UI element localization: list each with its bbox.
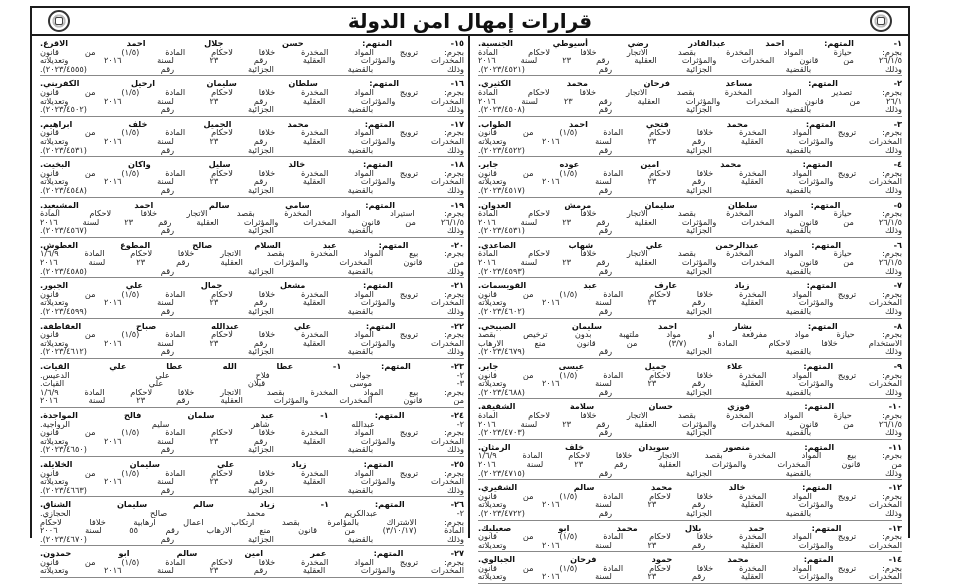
entry-text-line: بجرم: حيازة مواد مفرقعة او مواد ملتهبة بدون ترخيص بقصد — [478, 329, 902, 340]
decision-entry — [478, 39, 902, 76]
decision-entry — [40, 79, 464, 116]
entry-defendant: ١٧- المتهم: محمد الجميل خلف ابراهيم. — [40, 118, 464, 129]
decision-entry — [40, 322, 464, 359]
entry-text-line: بجرم: بيع المواد المخدرة بقصد الاتجار خلافا لاحكام المادة ١/٦/٩ — [40, 386, 464, 397]
entry-text-line: المخدرات والمؤثرات العقلية رقم ٢٣ لسنة ٢٠١٦ وتعديلاته — [478, 378, 902, 389]
entry-defendant: ٥- المتهم: سلطان سليمان مرمش العدوان. — [478, 199, 902, 210]
entry-text-line: بجرم: بيع المواد المخدرة بقصد الاتجار خلافا لاحكام المادة ١/٦/٩ — [40, 248, 464, 259]
entry-defendant: ١٤- المتهم: محمد حمود فرحان الجبالوي. — [478, 554, 902, 565]
decision-entry — [40, 500, 464, 546]
entry-text-line: المخدرات والمؤثرات العقلية رقم ٢٣ لسنة ٢٠١٦ وتعديلاته — [40, 565, 464, 576]
entry-text-line: المخدرات والمؤثرات العقلية رقم ٢٣ لسنة ٢٠١٦ وتعديلاته — [40, 337, 464, 348]
entry-defendant: ٩- المتهم: علاء جميل عيسى جابر. — [478, 361, 902, 371]
decision-entry — [40, 411, 464, 457]
entry-text-line: وذلك بالقضية الجزائية رقم (٢٠٢٣/٤٥٩٩). — [40, 306, 464, 317]
entry-text-line: وذلك بالقضية الجزائية رقم (٢٠٢٣/٤٦٨٨). — [478, 386, 902, 397]
entry-text-line: بجرم: حيازة المواد المخدرة بقصد الاتجار خلافا لاحكام المادة — [478, 208, 902, 219]
entry-defendant: ٣- المتهم: محمد فتحي احمد الطواب. — [478, 118, 902, 129]
decision-entry — [40, 362, 464, 408]
entry-defendant: ١٥- المتهم: حسن جلال احمد الاقرع. — [40, 38, 464, 48]
entry-text-line: وذلك بالقضية الجزائية رقم (٢٠٢٣/٤٥٤٨). — [40, 184, 464, 195]
decision-entry — [478, 322, 902, 359]
entry-text-line: المخدرات والمؤثرات العقلية رقم ٢٣ لسنة ٢٠١٦ وتعديلاته — [40, 435, 464, 446]
entry-text-line: وذلك بالقضية الجزائية رقم (٢٠٢٣/٤٧٢٢). — [478, 507, 902, 518]
decision-entry — [478, 362, 902, 399]
newspaper-page — [20, 0, 928, 582]
entry-text-line: ٢- عبدالكريم محمد صالح الحجازي. — [40, 507, 464, 518]
entry-text-line: بجرم: حيازة المواد المخدرة بقصد الاتجار خلافا لاحكام المادة — [478, 248, 902, 259]
decision-entry — [40, 460, 464, 497]
entry-text-line: من قانون المخدرات والمؤثرات العقلية رقم ٢٣ لسنة ٢٠١٦ — [478, 458, 902, 469]
entry-text-line: المخدرات والمؤثرات العقلية رقم ٢٣ لسنة ٢٠١٦ وتعديلاته — [478, 539, 902, 550]
entry-text-line: وذلك بالقضية الجزائية رقم (٢٠٢٣/٤٦١٢). — [40, 346, 464, 357]
entry-text-line: وذلك بالقضية الجزائية رقم (٢٠٢٣/٤٥٦٧). — [40, 225, 464, 236]
entry-text-line: وذلك بالقضية الجزائية رقم (٢٠٢٣/٤٥٣١). — [40, 144, 464, 155]
entry-defendant: ٧- المتهم: زياد عارف عبد القويسمات. — [478, 280, 902, 291]
entry-text-line: المخدرات والمؤثرات العقلية رقم ٢٣ لسنة ٢٠١٦ وتعديلاته — [478, 135, 902, 146]
entry-text-line: بجرم: ترويج المواد المخدرة خلافا لاحكام المادة (١/٥) من قانون — [478, 167, 902, 178]
entry-text-line: بجرم: ترويج المواد المخدرة خلافا لاحكام المادة (١/٥) من قانون — [40, 167, 464, 178]
decision-entry — [478, 120, 902, 157]
entry-defendant: ٢١- المتهم: مشعل جمال علي الجبور. — [40, 280, 464, 291]
decision-entry — [478, 281, 902, 318]
decision-entry — [478, 79, 902, 116]
decision-entry — [478, 160, 902, 197]
entry-defendant: ١٠- المتهم: فوزي حسان سلامة الشقيفة. — [478, 401, 902, 412]
entry-defendant: ٢٦- المتهم: ١- زياد سالم سليمان الشناق. — [40, 499, 464, 510]
page-header — [32, 8, 908, 36]
entry-text-line: وذلك بالقضية الجزائية رقم (٢٠٢٣/٤٦٦٣). — [40, 484, 464, 495]
decision-entry — [40, 120, 464, 157]
entry-text-line: وذلك بالقضية الجزائية رقم (٢٠٢٣/٤٧١٥). — [478, 467, 902, 478]
entry-text-line: بجرم: ترويج المواد المخدرة خلافا لاحكام المادة (١/٥) من قانون — [478, 288, 902, 299]
entry-defendant: ١٦- المتهم: سلطان سليمان ارحيل الكفريني. — [40, 78, 464, 89]
entry-defendant: ٢٧- المتهم: عمر امين سالم ابو حمدون. — [40, 548, 464, 559]
entry-text-line: وذلك بالقضية الجزائية رقم (٢٠٢٣/٤٥٨٥). — [40, 265, 464, 276]
decision-entry — [40, 281, 464, 318]
entry-text-line: بجرم: ترويج المواد المخدرة خلافا لاحكام المادة (١/٥) من قانون — [478, 531, 902, 542]
entry-text-line: وذلك بالقضية الجزائية رقم (٢٠٢٣/٤٥٠٢). — [40, 104, 464, 115]
emblem-seal-right-icon — [870, 10, 892, 32]
entry-text-line: بجرم: الاشتراك بالمؤامرة بقصد ارتكاب اعمال ارهابية خلافا لاحكام — [40, 516, 464, 527]
decision-entry — [478, 201, 902, 238]
entry-defendant: ٤- المتهم: محمد امين عوده جابر. — [478, 159, 902, 170]
entry-text-line: وذلك بالقضية الجزائية رقم (٢٠٢٣/٤٥٠٨). — [478, 104, 902, 115]
entry-defendant: ١٢- المتهم: خالد محمد سالم الشقيري. — [478, 482, 902, 493]
entry-text-line: المخدرات والمؤثرات العقلية رقم ٢٣ لسنة ٢٠١٦ وتعديلاته — [40, 176, 464, 187]
entry-defendant: ٢٣- المتهم: ١- عطا الله عطا علي القيات. — [40, 361, 464, 371]
entry-text-line: بجرم: ترويج المواد المخدرة خلافا لاحكام المادة (١/٥) من قانون — [40, 427, 464, 438]
entry-text-line: وذلك بالقضية الجزائية رقم (٢٠٢٣/٤٥٢١). — [478, 63, 902, 74]
entry-text-line: المخدرات والمؤثرات العقلية رقم ٢٣ لسنة ٢٠١٦ وتعديلاته — [40, 95, 464, 106]
entry-text-line: بجرم: ترويج المواد المخدرة خلافا لاحكام المادة (١/٥) من قانون — [478, 562, 902, 573]
entry-defendant: ١١- المتهم: منصور سويدان خلف الرمثان. — [478, 441, 902, 452]
right-column — [478, 38, 902, 582]
entry-defendant: ٦- المتهم: عبدالرحمن علي شهاب الصاعدي. — [478, 239, 902, 250]
entry-defendant: ١- المتهم: احمد عبدالقادر رضي أسيوطي الجنسية. — [478, 38, 902, 48]
left-column — [40, 38, 464, 576]
entry-text-line: بجرم: ترويج المواد المخدرة خلافا لاحكام المادة (١/٥) من قانون — [40, 288, 464, 299]
entry-text-line: المخدرات والمؤثرات العقلية رقم ٢٣ لسنة ٢٠١٦ وتعديلاته — [40, 55, 464, 66]
decision-entry — [478, 443, 902, 480]
entry-defendant: ٢- المتهم: مساعد فرحان محمد الكثيري. — [478, 78, 902, 89]
decision-entry — [40, 160, 464, 197]
entry-text-line: وذلك بالقضية الجزائية رقم (٢٠٢٣/٤٥٣١). — [478, 225, 902, 236]
decision-entry — [478, 483, 902, 520]
entry-text-line: وذلك بالقضية الجزائية رقم (٢٠٢٣/٤٥٩٣). — [478, 265, 902, 276]
entry-text-line: وذلك بالقضية الجزائية رقم (٢٠٢٣/٤٦٥٠). — [40, 444, 464, 455]
entry-text-line: بجرم: ترويج المواد المخدرة خلافا لاحكام المادة (١/٥) من قانون — [478, 127, 902, 138]
entry-text-line: وذلك بالقضية الجزائية رقم (٢٠٢٣/٤٥٢٢). — [478, 144, 902, 155]
entry-defendant: ١٩- المتهم: سامي سالم احمد المشيعيد. — [40, 199, 464, 210]
entry-text-line: بجرم: ترويج المواد المخدرة خلافا لاحكام المادة (١/٥) من قانون — [40, 467, 464, 478]
entry-text-line: بجرم: ترويج المواد المخدرة خلافا لاحكام المادة (١/٥) من قانون — [478, 490, 902, 501]
entry-text-line: بجرم: حيازة المواد المخدرة بقصد الاتجار خلافا لاحكام المادة — [478, 409, 902, 420]
decision-entry — [478, 524, 902, 553]
entry-text-line: ٣- موسى قبلان علي القيات. — [40, 378, 464, 389]
entry-text-line: ٢٦/١/٥ من قانون المخدرات والمؤثرات العقلية رقم ٢٣ لسنة ٢٠١٦ — [478, 418, 902, 429]
entry-text-line: ٢٦/١ من قانون المخدرات والمؤثرات العقلية رقم ٢٣ لسنة ٢٠١٦ — [478, 95, 902, 106]
column-divider — [468, 36, 470, 538]
entry-defendant: ٨- المتهم: بشار احمد سليمان الصبيحي. — [478, 320, 902, 331]
entry-text-line: بجرم: ترويج المواد المخدرة خلافا لاحكام المادة (١/٥) من قانون — [40, 127, 464, 138]
entry-text-line: وذلك بالقضية الجزائية رقم (٢٠٢٣/٤٧٠٣). — [478, 427, 902, 438]
entry-defendant: ١٨- المتهم: خالد سليل واكان البخيت. — [40, 159, 464, 170]
entry-text-line: بجرم: استيراد المواد المخدرة بقصد الاتجار خلافا لاحكام المادة — [40, 208, 464, 219]
entry-text-line: بجرم: ترويج المواد المخدرة خلافا لاحكام المادة (١/٥) من قانون — [40, 86, 464, 97]
entry-text-line: المخدرات والمؤثرات العقلية رقم ٢٣ لسنة ٢٠١٦ وتعديلاته — [478, 176, 902, 187]
entry-text-line: المادة (٣/١٠/١٧) من قانون منع الارهاب رقم ٥٥ لسنة ٢٠٠٦ — [40, 525, 464, 536]
entry-text-line: وذلك بالقضية الجزائية رقم (٢٠٢٣/٤٦٧٠). — [40, 533, 464, 544]
entry-text-line: ٢٦/١/٥ من قانون المخدرات والمؤثرات العقلية رقم ٢٣ لسنة ٢٠١٦ — [40, 216, 464, 227]
decision-entry — [40, 241, 464, 278]
entry-text-line: وذلك بالقضية الجزائية رقم (٢٠٢٣/٤٦٧٩). — [478, 346, 902, 357]
entry-text-line: الاستخدام خلافا لاحكام المادة (٣/٧) من قانون منع الارهاب — [478, 337, 902, 348]
entry-text-line: ٢٦/١/٥ من قانون المخدرات والمؤثرات العقلية رقم ٢٣ لسنة ٢٠١٦ — [478, 216, 902, 227]
entry-defendant: ١٣- المتهم: حمد بلال محمد ابو صعيليك. — [478, 522, 902, 533]
entry-text-line: من قانون المخدرات والمؤثرات العقلية رقم ٢٣ لسنة ٢٠١٦ — [40, 257, 464, 268]
entry-defendant: ٢٤- المتهم: ١- عبد سلمان فالح المواجدة. — [40, 409, 464, 420]
entry-text-line: وذلك بالقضية الجزائية رقم (٢٠٢٣/٤٥١٧). — [478, 184, 902, 195]
entry-text-line: المخدرات والمؤثرات العقلية رقم ٢٣ لسنة ٢٠١٦ وتعديلاته — [40, 476, 464, 487]
decision-entry — [478, 555, 902, 584]
entry-text-line: بجرم: ترويج المواد المخدرة خلافا لاحكام المادة (١/٥) من قانون — [40, 329, 464, 340]
decision-entry — [40, 39, 464, 76]
entry-text-line: بجرم: بيع المواد المخدرة بقصد الاتجار خلافا لاحكام المادة ١/٦/٩ — [478, 450, 902, 461]
entry-text-line: ٢٦/١/٥ من قانون المخدرات والمؤثرات العقلية رقم ٢٣ لسنة ٢٠١٦ — [478, 55, 902, 66]
entry-text-line: وذلك بالقضية الجزائية رقم (٢٠٢٣/٤٥٥٥). — [40, 63, 464, 74]
entry-text-line: ٢- عبدالله شاهر سليم الرواجية. — [40, 418, 464, 429]
page-title: قرارات إمهال امن الدولة — [347, 9, 593, 33]
entry-text-line: المخدرات والمؤثرات العقلية رقم ٢٣ لسنة ٢٠١٦ وتعديلاته — [40, 297, 464, 308]
entry-text-line: المخدرات والمؤثرات العقلية رقم ٢٣ لسنة ٢٠١٦ وتعديلاته — [478, 297, 902, 308]
entry-text-line: وذلك بالقضية الجزائية رقم (٢٠٢٣/٤٦٠٢). — [478, 306, 902, 317]
decision-entry — [478, 402, 902, 439]
entry-text-line: المخدرات والمؤثرات العقلية رقم ٢٣ لسنة ٢٠١٦ وتعديلاته — [478, 499, 902, 510]
entry-text-line: من قانون المخدرات والمؤثرات العقلية رقم ٢٣ لسنة ٢٠١٦ — [40, 395, 464, 406]
entry-text-line: بجرم: ترويج المواد المخدرة خلافا لاحكام المادة (١/٥) من قانون — [40, 556, 464, 567]
decision-entry — [40, 549, 464, 578]
decision-entry — [40, 201, 464, 238]
entry-text-line: بجرم: حيازة المواد المخدرة بقصد الاتجار خلافا لاحكام المادة — [478, 46, 902, 57]
entry-defendant: ٢٠- المتهم: عبد السلام صالح المطوع العطوش. — [40, 239, 464, 250]
entry-text-line: ٢- جواد فلاح علي الدعيس. — [40, 369, 464, 380]
entry-text-line: بجرم: ترويج المواد المخدرة خلافا لاحكام المادة (١/٥) من قانون — [478, 369, 902, 380]
entry-text-line: ٢٦/١/٥ من قانون المخدرات والمؤثرات العقلية رقم ٢٣ لسنة ٢٠١٦ — [478, 257, 902, 268]
entry-text-line: المخدرات والمؤثرات العقلية رقم ٢٣ لسنة ٢٠١٦ وتعديلاته — [478, 571, 902, 582]
entry-defendant: ٢٢- المتهم: علي عبدالله صباح العقاطفة. — [40, 320, 464, 331]
entry-text-line: بجرم: ترويج المواد المخدرة خلافا لاحكام المادة (١/٥) من قانون — [40, 46, 464, 57]
entry-text-line: بجرم: تصدير المواد المخدرة بقصد الاتجار خلافا لاحكام المادة — [478, 86, 902, 97]
entry-defendant: ٢٥- المتهم: زياد علي سليمان الخلايلة. — [40, 458, 464, 469]
entry-text-line: المخدرات والمؤثرات العقلية رقم ٢٣ لسنة ٢٠١٦ وتعديلاته — [40, 135, 464, 146]
decision-entry — [478, 241, 902, 278]
